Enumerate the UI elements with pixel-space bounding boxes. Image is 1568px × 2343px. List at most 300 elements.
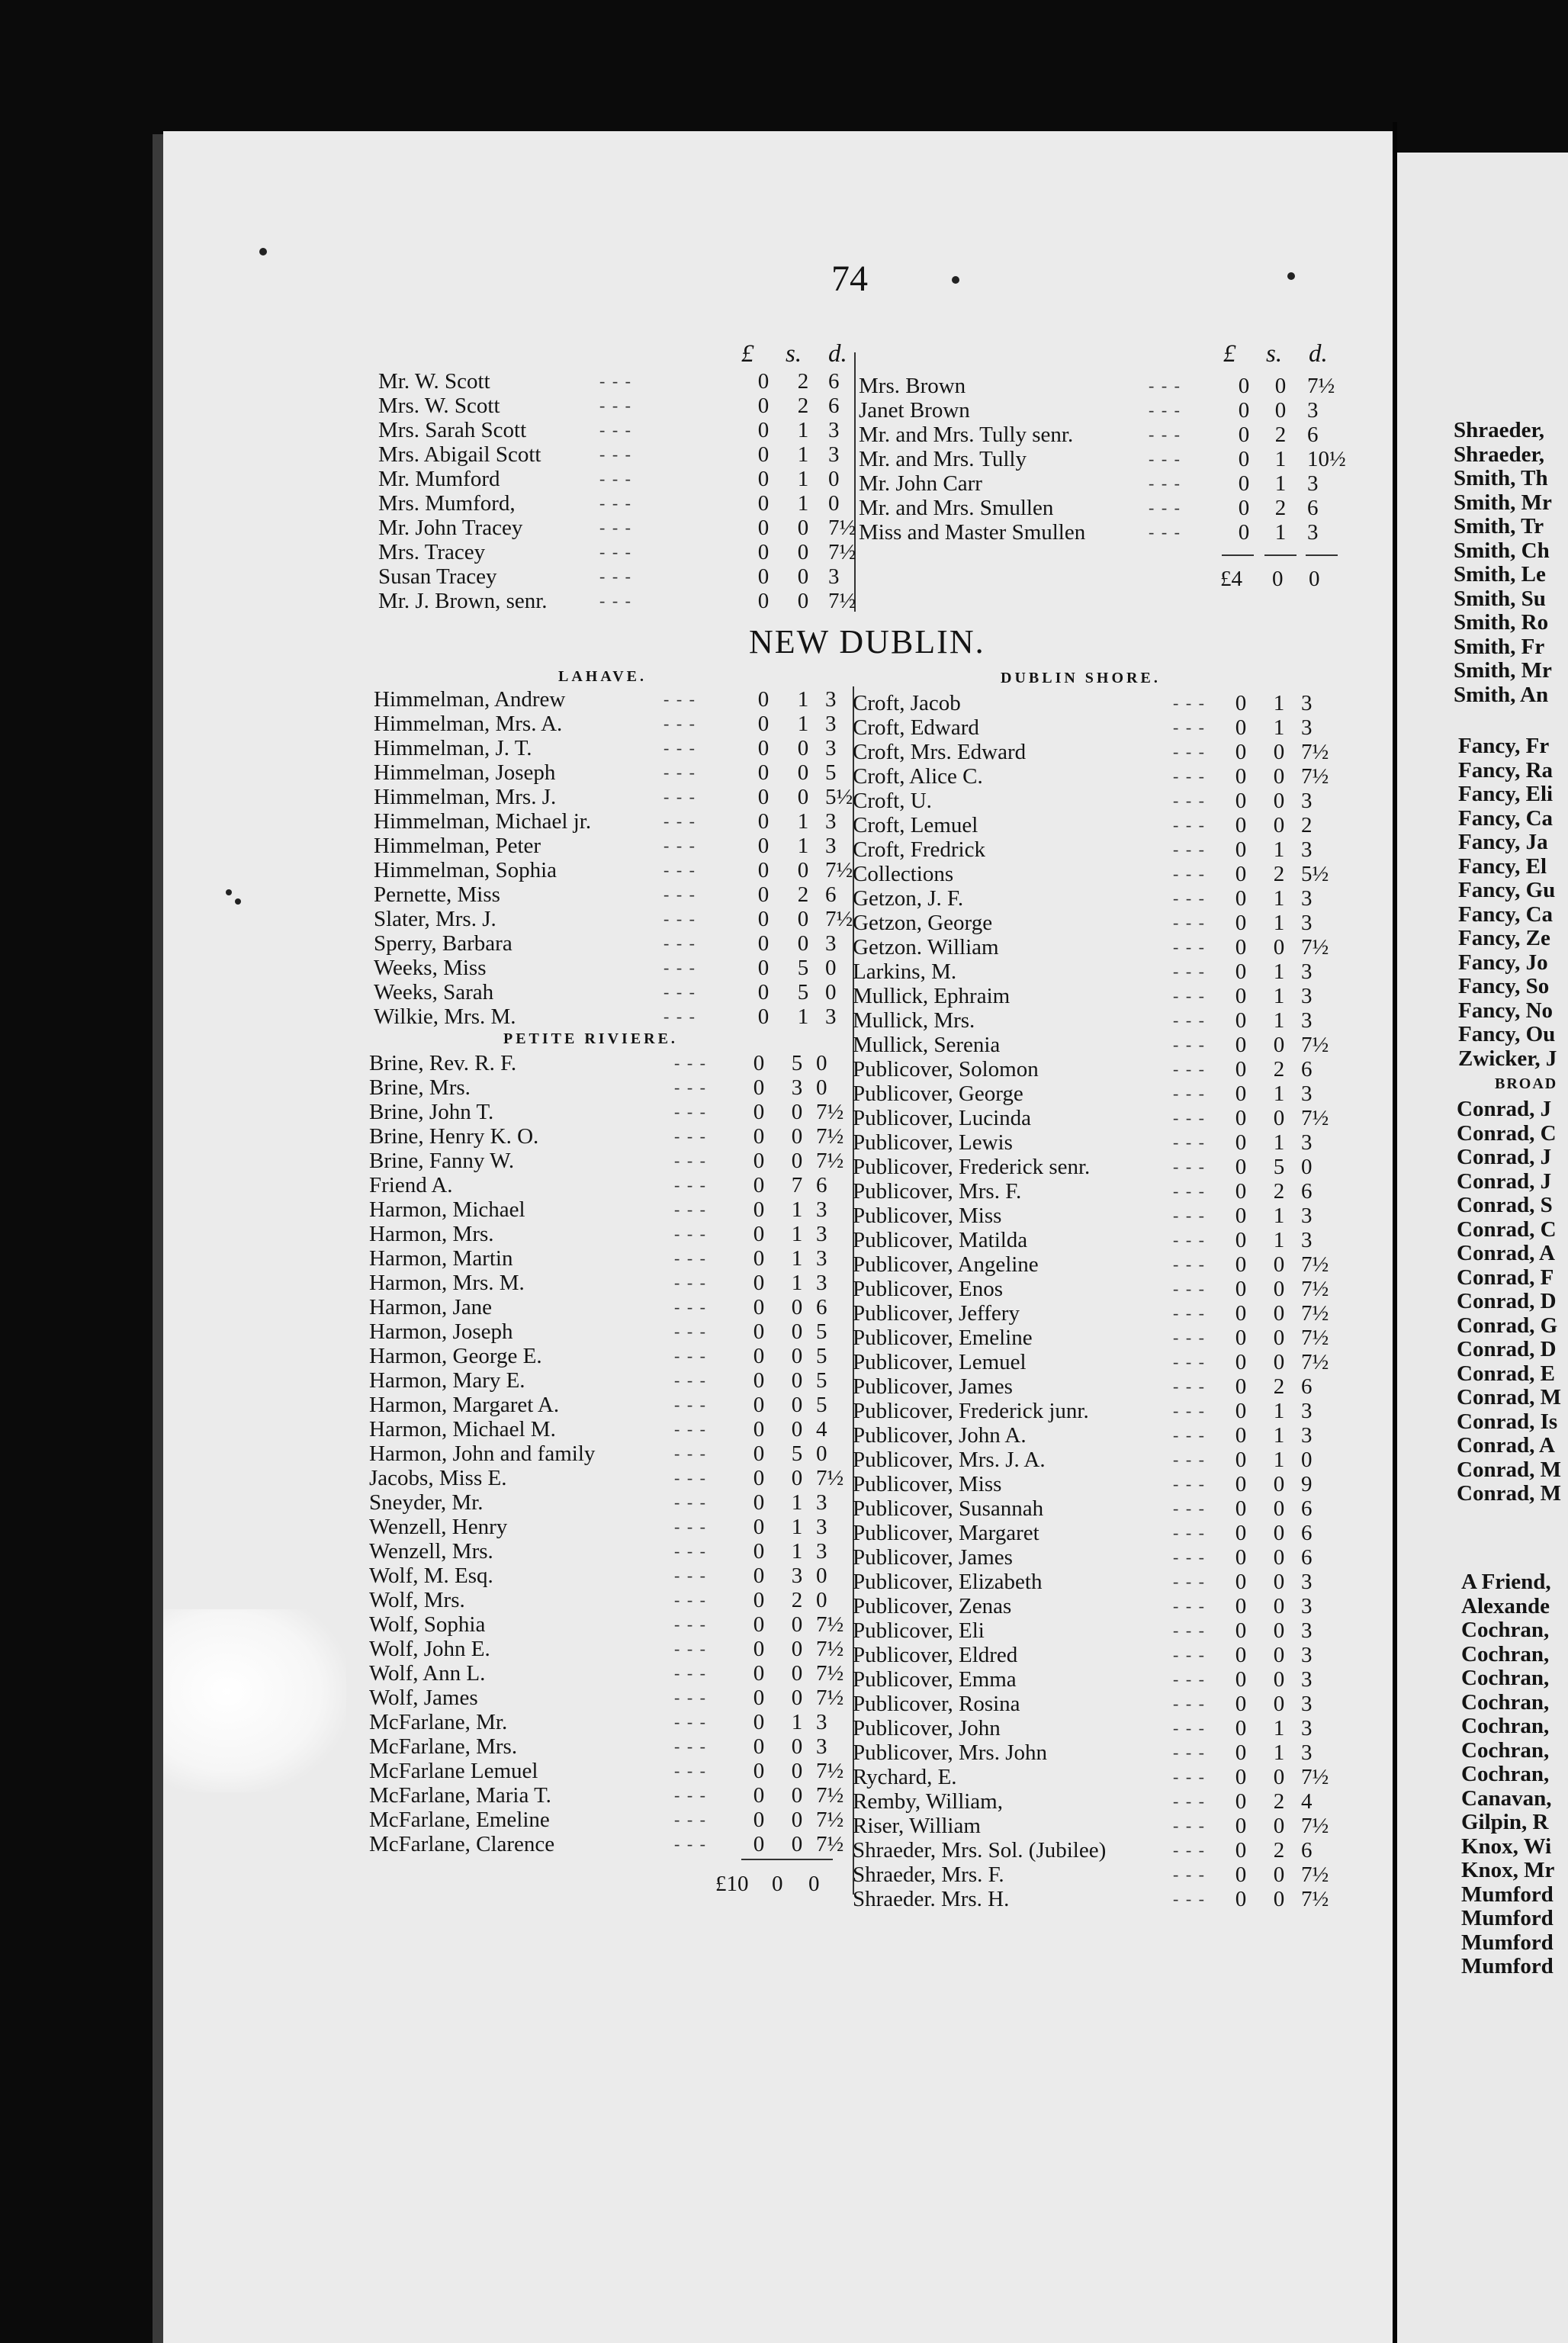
amount-pence: 0 [825,980,837,1004]
amount-pounds: 0 [1235,911,1247,935]
ledger-row [853,1130,1332,1155]
entry-name: Publicover, James [853,1374,1013,1399]
ledger-row [859,496,1338,520]
water-stain [163,1609,346,1792]
ledger-row [853,1570,1332,1594]
entry-name: Mr. J. Brown, senr. [378,589,548,613]
adjacent-heading: BROAD [1495,1075,1558,1092]
dot-leader: - - - [674,1127,707,1146]
ledger-row [853,862,1332,886]
amount-shillings: 0 [791,1466,803,1490]
ledger-row [374,834,856,858]
ledger-row [853,1594,1332,1618]
adjacent-entry: Conrad, Is [1457,1409,1558,1434]
amount-pounds: 0 [757,491,770,516]
ledger-row [853,1301,1332,1326]
entry-name: Himmelman, J. T. [374,736,532,760]
entry-name: Mrs. Sarah Scott [378,418,527,442]
amount-pence: 3 [816,1490,827,1515]
amount-shillings: 0 [791,1319,803,1344]
amount-shillings: 0 [791,1149,803,1173]
amount-shillings: 0 [1273,764,1285,789]
entry-name: McFarlane, Emeline [369,1808,550,1832]
amount-pounds: 0 [1235,1301,1247,1326]
adjacent-entry: Conrad, A [1457,1433,1555,1458]
entry-name: Publicover, Frederick junr. [853,1399,1089,1423]
ledger-row [369,1393,847,1417]
amount-shillings: 1 [1274,471,1287,496]
amount-shillings: 0 [1273,813,1285,837]
amount-pounds: 0 [1235,1887,1247,1911]
entry-name: Croft, Mrs. Edward [853,740,1027,764]
amount-pence: 3 [1301,1082,1313,1106]
ledger-row [853,1399,1332,1423]
ledger-row [378,394,859,418]
dot-leader: - - - [674,1639,707,1658]
amount-pence: 7½ [1301,764,1329,789]
amount-pence: 3 [825,736,837,760]
dot-leader: - - - [674,1346,707,1365]
ledger-row [369,1539,847,1564]
amount-shillings: 1 [797,491,809,516]
amount-pence: 0 [816,1588,827,1612]
dot-leader: - - - [1173,1548,1206,1567]
entry-name: McFarlane Lemuel [369,1759,538,1783]
amount-shillings: 2 [1274,496,1287,520]
ledger-row [853,1643,1332,1667]
entry-name: Friend A. [369,1173,453,1197]
amount-shillings: 0 [1274,374,1287,398]
amount-pence: 3 [816,1222,827,1246]
ink-speck [235,898,241,905]
ledger-row [853,1252,1332,1277]
ledger-row [853,837,1332,862]
amount-pence: 7½ [828,589,856,613]
amount-pence: 2 [1301,813,1313,837]
ledger-row [369,1344,847,1368]
ledger-row [369,1124,847,1149]
entry-name: Wolf, Sophia [369,1612,486,1637]
adjacent-entry: Fancy, Gu [1458,878,1556,902]
total-pence-top: 0 [1309,567,1320,591]
amount-shillings: 3 [791,1564,803,1588]
adjacent-entry: Smith, Le [1454,562,1546,587]
amount-shillings: 2 [797,394,809,418]
dot-leader: - - - [1173,1743,1206,1762]
dot-leader: - - - [674,1566,707,1585]
amount-pounds: 0 [1235,1106,1247,1130]
entry-name: Shraeder. Mrs. H. [853,1887,1010,1911]
adjacent-entry: Fancy, Eli [1458,782,1554,806]
adjacent-entry: Conrad, E [1457,1361,1555,1386]
entry-name: Mr. W. Scott [378,369,490,394]
dot-leader: - - - [1173,1059,1206,1078]
total-rule [1222,554,1254,556]
amount-shillings: 1 [1273,1423,1285,1448]
ledger-row [853,1667,1332,1692]
amount-pounds: 0 [1238,496,1250,520]
amount-pounds: 0 [1235,1545,1247,1570]
amount-pounds: 0 [1238,374,1250,398]
amount-shillings: 2 [791,1588,803,1612]
dot-leader: - - - [1149,400,1181,419]
amount-pounds: 0 [753,1222,765,1246]
adjacent-entry: Shraeder, [1454,418,1544,442]
amount-pounds: 0 [1235,1228,1247,1252]
amount-shillings: 0 [1273,1692,1285,1716]
amount-shillings: 3 [791,1075,803,1100]
adjacent-entry: Conrad, J [1457,1145,1552,1169]
dot-leader: - - - [1173,864,1206,883]
amount-pence: 3 [816,1515,827,1539]
amount-shillings: 5 [1273,1155,1285,1179]
dot-leader: - - - [1149,474,1181,493]
amount-pounds: 0 [753,1344,765,1368]
entry-name: Shraeder, Mrs. Sol. (Jubilee) [853,1838,1107,1863]
ledger-row [853,1545,1332,1570]
adjacent-entry: Mumford [1461,1882,1554,1907]
dot-leader: - - - [674,1688,707,1707]
entry-name: Publicover, Lemuel [853,1350,1027,1374]
amount-shillings: 0 [791,1734,803,1759]
entry-name: Himmelman, Andrew [374,687,566,712]
adjacent-entry: Smith, Tr [1454,514,1544,538]
ledger-row [369,1100,847,1124]
adjacent-entry: Fancy, El [1458,853,1547,879]
entry-name: Wilkie, Mrs. M. [374,1004,516,1029]
ledger-row [853,1765,1332,1789]
ledger-row [369,1759,847,1783]
adjacent-entry: Cochran, [1461,1689,1550,1715]
ledger-row [378,516,859,540]
amount-shillings: 0 [791,1344,803,1368]
amount-shillings: 0 [791,1832,803,1856]
amount-shillings: 0 [1273,1887,1285,1911]
adjacent-entry: Conrad, J [1457,1097,1552,1121]
entry-name: Himmelman, Sophia [374,858,557,882]
adjacent-entry: Smith, Ch [1454,538,1550,563]
amount-shillings: 1 [1273,984,1285,1008]
amount-pence: 7½ [1301,1033,1329,1057]
dot-leader: - - - [1173,1303,1206,1323]
entry-name: Brine, Rev. R. F. [369,1051,517,1075]
amount-pence: 6 [828,394,840,418]
adjacent-entry: Smith, Mr [1454,490,1552,515]
entry-name: Publicover, Mrs. J. A. [853,1448,1046,1472]
ledger-row [374,931,856,956]
ledger-row [853,1740,1332,1765]
dot-leader: - - - [1173,1035,1206,1054]
ledger-row [369,1808,847,1832]
adjacent-entry: Fancy, Ze [1458,926,1550,950]
amount-shillings: 1 [1273,959,1285,984]
entry-name: Wolf, James [369,1686,478,1710]
entry-name: Larkins, M. [853,959,957,984]
amount-pence: 7½ [816,1759,844,1783]
entry-name: Shraeder, Mrs. F. [853,1863,1004,1887]
ledger-row [369,1832,847,1856]
amount-pence: 7½ [816,1832,844,1856]
dot-leader: - - - [674,1834,707,1853]
amount-shillings: 0 [1273,1570,1285,1594]
adjacent-entry: Mumford [1461,1930,1554,1955]
ledger-row [369,1368,847,1393]
amount-shillings: 1 [1273,1130,1285,1155]
amount-shillings: 0 [1273,1326,1285,1350]
dot-leader: - - - [674,1785,707,1805]
amount-pounds: 0 [1235,1716,1247,1740]
ledger-row [853,1374,1332,1399]
amount-pence: 6 [1301,1496,1313,1521]
amount-pence: 3 [1301,691,1313,715]
dot-leader: - - - [1149,376,1181,395]
amount-pence: 0 [1301,1448,1313,1472]
ink-speck [226,889,232,895]
ledger-row [369,1734,847,1759]
ledger-row [374,858,856,882]
dot-leader: - - - [664,812,696,831]
ledger-row [369,1271,847,1295]
amount-pence: 5 [816,1393,827,1417]
amount-pounds: 0 [757,442,770,467]
dot-leader: - - - [664,836,696,855]
amount-pence: 5 [816,1319,827,1344]
entry-name: Mrs. Abigail Scott [378,442,541,467]
entry-name: Harmon, Jane [369,1295,493,1319]
amount-pence: 3 [1307,398,1319,423]
amount-pounds: 0 [753,1588,765,1612]
amount-pence: 7½ [816,1783,844,1808]
amount-shillings: 0 [1273,1863,1285,1887]
header-pounds-left: £ [741,340,754,368]
amount-shillings: 1 [1273,715,1285,740]
adjacent-entry: Fancy, Ou [1458,1022,1556,1046]
dot-leader: - - - [1173,1816,1206,1835]
dot-leader: - - - [674,1224,707,1243]
dot-leader: - - - [1173,840,1206,859]
entry-name: Mr. and Mrs. Tully [859,447,1027,471]
entry-name: Publicover, Eli [853,1618,985,1643]
amount-pounds: 0 [1235,740,1247,764]
amount-shillings: 2 [1274,423,1287,447]
amount-pounds: 0 [1235,984,1247,1008]
entry-name: Mr. Mumford [378,467,500,491]
amount-shillings: 0 [1274,398,1287,423]
ledger-row [853,789,1332,813]
entry-name: Brine, Henry K. O. [369,1124,539,1149]
amount-shillings: 1 [797,1004,809,1029]
amount-pounds: 0 [1235,1643,1247,1667]
adjacent-entry: Cochran, [1461,1666,1550,1690]
dot-leader: - - - [674,1810,707,1829]
adjacent-entry: Knox, Wi [1461,1834,1552,1859]
entry-name: Croft, U. [853,789,932,813]
dot-leader: - - - [1173,1889,1206,1908]
amount-shillings: 0 [791,1124,803,1149]
amount-pounds: 0 [1235,1374,1247,1399]
entry-name: Croft, Fredrick [853,837,985,862]
dot-leader: - - - [664,787,696,806]
ink-speck [952,276,959,284]
dot-leader: - - - [1173,742,1206,761]
entry-name: Rychard, E. [853,1765,957,1789]
dot-leader: - - - [1173,1084,1206,1103]
amount-shillings: 0 [1273,1594,1285,1618]
amount-pounds: 0 [753,1539,765,1564]
dot-leader: - - - [674,1053,707,1072]
amount-shillings: 2 [797,369,809,394]
ledger-row [374,907,856,931]
amount-pounds: 0 [1235,1496,1247,1521]
entry-name: Sneyder, Mr. [369,1490,484,1515]
amount-pence: 6 [1301,1545,1313,1570]
ledger-row [374,882,856,907]
amount-pence: 0 [816,1075,827,1100]
amount-shillings: 0 [797,736,809,760]
ledger-row [369,1222,847,1246]
adjacent-entry: Canavan, [1461,1785,1552,1811]
lahave-heading: LAHAVE. [558,668,647,685]
adjacent-entry: Conrad, G [1457,1313,1558,1338]
adjacent-entry: Conrad, J [1457,1168,1552,1194]
amount-pounds: 0 [753,1295,765,1319]
amount-shillings: 1 [797,809,809,834]
total-rule [1306,554,1338,556]
amount-pence: 3 [816,1271,827,1295]
ledger-row [369,1051,847,1075]
amount-shillings: 0 [1273,1033,1285,1057]
entry-name: Mr. John Tracey [378,516,523,540]
amount-pence: 6 [1301,1521,1313,1545]
entry-name: Harmon, Mrs. M. [369,1271,525,1295]
amount-pounds: 0 [757,516,770,540]
ledger-row [853,911,1332,935]
dot-leader: - - - [664,738,696,757]
entry-name: Sperry, Barbara [374,931,512,956]
ledger-row [853,1350,1332,1374]
amount-shillings: 1 [1273,886,1285,911]
ledger-row [859,374,1338,398]
amount-shillings: 1 [1273,1204,1285,1228]
amount-pounds: 0 [1235,691,1247,715]
amount-pounds: 0 [757,418,770,442]
dot-leader: - - - [1173,693,1206,712]
ledger-row [374,736,856,760]
amount-pence: 7½ [816,1466,844,1490]
amount-pence: 3 [1301,1228,1313,1252]
amount-pounds: 0 [1235,715,1247,740]
entry-name: Publicover, Solomon [853,1057,1039,1082]
dot-leader: - - - [1173,1279,1206,1298]
dot-leader: - - - [1149,449,1181,468]
entry-name: Publicover, Lewis [853,1130,1013,1155]
adjacent-entry: Conrad, D [1457,1337,1557,1361]
entry-name: Publicover, Mrs. John [853,1740,1047,1765]
amount-shillings: 0 [797,858,809,882]
entry-name: Mullick, Serenia [853,1033,1001,1057]
dot-leader: - - - [1173,767,1206,786]
amount-shillings: 5 [791,1051,803,1075]
ledger-row [369,1783,847,1808]
entry-name: Harmon, John and family [369,1441,596,1466]
ledger-row [853,959,1332,984]
ledger-row [378,369,859,394]
dot-leader: - - - [674,1151,707,1170]
amount-shillings: 0 [1273,1545,1285,1570]
amount-pounds: 0 [1235,789,1247,813]
ledger-row [853,984,1332,1008]
total-shillings-top: 0 [1272,567,1284,591]
dot-leader: - - - [599,445,632,464]
amount-pounds: 0 [757,907,770,931]
dot-leader: - - - [1173,1645,1206,1664]
amount-pence: 6 [1307,496,1319,520]
adjacent-entry: Knox, Mr [1461,1858,1555,1882]
amount-pence: 3 [1301,1716,1313,1740]
amount-pounds: 0 [753,1417,765,1441]
entry-name: Publicover, Elizabeth [853,1570,1043,1594]
amount-pounds: 0 [1235,1155,1247,1179]
amount-shillings: 0 [797,564,809,589]
amount-shillings: 1 [797,418,809,442]
entry-name: Mrs. Mumford, [378,491,516,516]
adjacent-entry: A Friend, [1461,1570,1551,1594]
dot-leader: - - - [1173,962,1206,981]
amount-pounds: 0 [757,931,770,956]
ledger-row [369,1075,847,1100]
adjacent-entry: Conrad, M [1457,1481,1561,1506]
entry-name: Himmelman, Mrs. A. [374,712,563,736]
dot-leader: - - - [674,1663,707,1683]
ledger-row [374,1004,856,1029]
amount-pounds: 0 [1235,1521,1247,1545]
amount-pounds: 0 [1235,1765,1247,1789]
ledger-row [853,1521,1332,1545]
amount-pounds: 0 [1235,837,1247,862]
ledger-row [853,1716,1332,1740]
amount-pence: 7½ [1301,1301,1329,1326]
amount-shillings: 1 [1273,1399,1285,1423]
adjacent-entry: Mumford [1461,1906,1554,1930]
amount-pence: 7½ [1307,374,1335,398]
amount-pounds: 0 [1235,1008,1247,1033]
dot-leader: - - - [664,909,696,928]
dot-leader: - - - [1173,1767,1206,1786]
amount-pence: 3 [1301,1643,1313,1667]
amount-pounds: 0 [1235,1740,1247,1765]
amount-shillings: 0 [1273,1106,1285,1130]
amount-pounds: 0 [1235,1277,1247,1301]
ledger-row [369,1197,847,1222]
amount-pence: 4 [1301,1789,1313,1814]
entry-name: Harmon, Joseph [369,1319,513,1344]
dot-leader: - - - [1173,1377,1206,1396]
adjacent-entry: Mumford [1461,1954,1554,1978]
amount-pounds: 0 [1235,1399,1247,1423]
amount-pence: 6 [1301,1057,1313,1082]
amount-pence: 3 [825,1004,837,1029]
adjacent-entry: Smith, An [1454,682,1549,707]
entry-name: Publicover, Miss [853,1472,1002,1496]
amount-pence: 3 [1301,715,1313,740]
entry-name: Publicover, Zenas [853,1594,1012,1618]
entry-name: Himmelman, Peter [374,834,541,858]
ledger-row [374,785,856,809]
adjacent-entry: Fancy, Ca [1458,805,1554,831]
amount-pence: 7½ [825,858,853,882]
amount-shillings: 1 [1273,1740,1285,1765]
amount-pence: 3 [816,1710,827,1734]
